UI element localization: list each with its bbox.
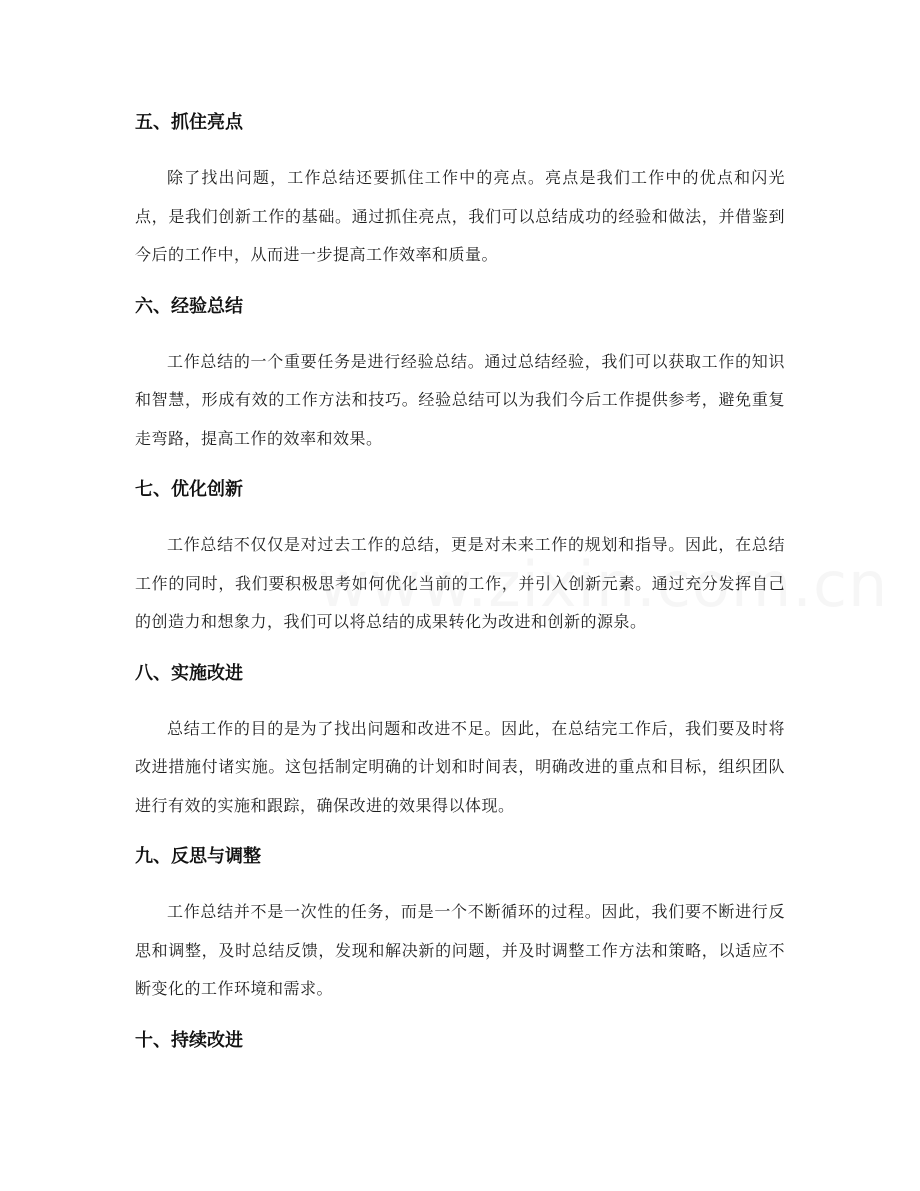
section-heading: 十、持续改进 [135,1029,243,1051]
document-body [135,106,785,1058]
section-heading: 八、实施改进 [135,662,243,684]
section-heading: 五、抓住亮点 [135,112,243,133]
section-paragraph: 工作总结不仅仅是对过去工作的总结，更是对未来工作的规划和指导。因此，在总结工作的同时，我们要积极思考如何优化当前的工作，并引入创新元素。通过充分发挥自己的创造力和想象力，我们可以将总结的成果转化为改进和创新的源泉。 [135,535,785,631]
section-paragraph: 工作总结的一个重要任务是进行经验总结。通过总结经验，我们可以获取工作的知识和智慧，形成有效的工作方法和技巧。经验总结可以为我们今后工作提供参考，避免重复走弯路，提高工作的效率和效果。 [135,351,785,448]
section-paragraph: 除了找出问题，工作总结还要抓住工作中的亮点。亮点是我们工作中的优点和闪光点，是我们创新工作的基础。通过抓住亮点，我们可以总结成功的经验和做法，并借鉴到今后的工作中，从而进一步提高工作效率和质量。 [135,168,785,264]
section-paragraph: 工作总结并不是一次性的任务，而是一个不断循环的过程。因此，我们要不断进行反思和调整，及时总结反馈，发现和解决新的问题，并及时调整工作方法和策略，以适应不断变化的工作环境和需求。 [135,902,785,998]
section-heading: 七、优化创新 [135,479,243,500]
section-heading: 九、反思与调整 [135,846,261,867]
section-heading: 六、经验总结 [135,295,243,317]
section-paragraph: 总结工作的目的是为了找出问题和改进不足。因此，在总结完工作后，我们要及时将改进措施付诸实施。这包括制定明确的计划和时间表，明确改进的重点和目标，组织团队进行有效的实施和跟踪，确保改进的效果得以体现。 [135,718,785,815]
